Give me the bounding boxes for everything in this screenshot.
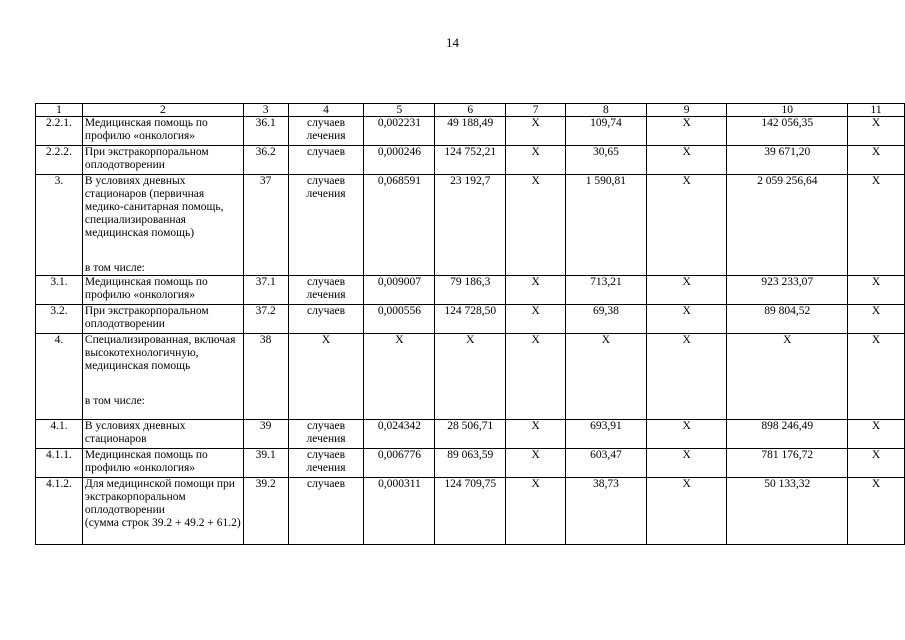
row-name: Для медицинской помощи при экстракорпоральном оплодотворении bbox=[84, 478, 235, 516]
value-cell: 39 671,20 bbox=[727, 146, 848, 175]
value-cell: 49 188,49 bbox=[435, 117, 506, 146]
value-cell: X bbox=[848, 175, 905, 276]
value-cell: X bbox=[848, 420, 905, 449]
table-row bbox=[36, 146, 905, 175]
row-name-cell bbox=[82, 117, 243, 146]
table-row bbox=[36, 276, 905, 305]
unit-cell: случаев лечения bbox=[288, 117, 364, 146]
unit-cell: случаев bbox=[288, 146, 364, 175]
row-subtext: в том числе: bbox=[84, 262, 145, 274]
row-number: 4.1. bbox=[36, 420, 83, 449]
row-number: 4.1.1. bbox=[36, 449, 83, 478]
row-spacer bbox=[85, 240, 241, 262]
value-cell: 69,38 bbox=[565, 305, 646, 334]
row-code: 39.2 bbox=[243, 478, 288, 545]
row-name-cell bbox=[82, 305, 243, 334]
row-name: При экстракорпоральном оплодотворении bbox=[84, 305, 209, 330]
value-cell: X bbox=[646, 420, 727, 449]
row-number: 4.1.2. bbox=[36, 478, 83, 545]
value-cell: 89 804,52 bbox=[727, 305, 848, 334]
table-row bbox=[36, 175, 905, 276]
row-name: Медицинская помощь по профилю «онкология» bbox=[84, 117, 208, 142]
row-number: 3. bbox=[36, 175, 83, 276]
table-row bbox=[36, 420, 905, 449]
column-header: 3 bbox=[243, 104, 288, 117]
value-cell: 2 059 256,64 bbox=[727, 175, 848, 276]
table-row bbox=[36, 334, 905, 420]
row-subtext: в том числе: bbox=[84, 395, 145, 407]
value-cell: X bbox=[506, 478, 566, 545]
row-number: 2.2.2. bbox=[36, 146, 83, 175]
value-cell: 124 752,21 bbox=[435, 146, 506, 175]
value-cell: 23 192,7 bbox=[435, 175, 506, 276]
row-code: 36.1 bbox=[243, 117, 288, 146]
row-name-cell bbox=[82, 175, 243, 276]
value-cell: 124 728,50 bbox=[435, 305, 506, 334]
value-cell: 109,74 bbox=[565, 117, 646, 146]
value-cell: X bbox=[646, 175, 727, 276]
value-cell: X bbox=[646, 146, 727, 175]
row-code: 39 bbox=[243, 420, 288, 449]
row-number: 2.2.1. bbox=[36, 117, 83, 146]
value-cell: X bbox=[727, 334, 848, 420]
value-cell: X bbox=[646, 449, 727, 478]
value-cell: 898 246,49 bbox=[727, 420, 848, 449]
value-cell: X bbox=[848, 449, 905, 478]
value-cell: 38,73 bbox=[565, 478, 646, 545]
row-name-cell bbox=[82, 276, 243, 305]
row-name: В условиях дневных стационаров bbox=[84, 420, 186, 445]
value-cell: 0,024342 bbox=[364, 420, 435, 449]
column-header: 2 bbox=[82, 104, 243, 117]
table-row bbox=[36, 478, 905, 545]
value-cell: 693,91 bbox=[565, 420, 646, 449]
row-subtext: (сумма строк 39.2 + 49.2 + 61.2) bbox=[84, 517, 241, 529]
unit-cell: случаев bbox=[288, 478, 364, 545]
value-cell: 0,068591 bbox=[364, 175, 435, 276]
value-cell: 89 063,59 bbox=[435, 449, 506, 478]
value-cell: 0,000246 bbox=[364, 146, 435, 175]
value-cell: X bbox=[848, 276, 905, 305]
row-code: 36.2 bbox=[243, 146, 288, 175]
row-name-cell bbox=[82, 334, 243, 420]
row-number: 4. bbox=[36, 334, 83, 420]
row-code: 37.2 bbox=[243, 305, 288, 334]
column-header: 11 bbox=[848, 104, 905, 117]
value-cell: 781 176,72 bbox=[727, 449, 848, 478]
value-cell: 0,009007 bbox=[364, 276, 435, 305]
data-table bbox=[35, 103, 905, 545]
column-header: 7 bbox=[506, 104, 566, 117]
value-cell: 1 590,81 bbox=[565, 175, 646, 276]
row-name-cell bbox=[82, 146, 243, 175]
value-cell: X bbox=[848, 146, 905, 175]
value-cell: X bbox=[565, 334, 646, 420]
value-cell: 30,65 bbox=[565, 146, 646, 175]
row-code: 38 bbox=[243, 334, 288, 420]
row-code: 37 bbox=[243, 175, 288, 276]
value-cell: 50 133,32 bbox=[727, 478, 848, 545]
value-cell: X bbox=[506, 117, 566, 146]
unit-cell: случаев лечения bbox=[288, 276, 364, 305]
value-cell: X bbox=[506, 334, 566, 420]
value-cell: X bbox=[506, 305, 566, 334]
table-row bbox=[36, 305, 905, 334]
row-name: Медицинская помощь по профилю «онкология» bbox=[84, 276, 208, 301]
row-name: Специализированная, включая высокотехнологичную, медицинская помощь bbox=[84, 334, 236, 372]
value-cell: X bbox=[506, 276, 566, 305]
row-name: В условиях дневных стационаров (первичная медико-санитарная помощь, специализированная медицинская помощь) bbox=[84, 175, 224, 239]
unit-cell: случаев лечения bbox=[288, 420, 364, 449]
value-cell: X bbox=[364, 334, 435, 420]
value-cell: 713,21 bbox=[565, 276, 646, 305]
column-number-header bbox=[36, 104, 905, 117]
unit-cell: случаев bbox=[288, 305, 364, 334]
row-spacer bbox=[85, 373, 241, 395]
unit-cell: X bbox=[288, 334, 364, 420]
unit-cell: случаев лечения bbox=[288, 175, 364, 276]
value-cell: X bbox=[506, 146, 566, 175]
value-cell: X bbox=[848, 305, 905, 334]
row-code: 37.1 bbox=[243, 276, 288, 305]
value-cell: X bbox=[506, 420, 566, 449]
column-header: 8 bbox=[565, 104, 646, 117]
unit-cell: случаев лечения bbox=[288, 449, 364, 478]
value-cell: 0,006776 bbox=[364, 449, 435, 478]
row-code: 39.1 bbox=[243, 449, 288, 478]
row-number: 3.1. bbox=[36, 276, 83, 305]
value-cell: X bbox=[435, 334, 506, 420]
column-header: 9 bbox=[646, 104, 727, 117]
row-name: При экстракорпоральном оплодотворении bbox=[84, 146, 209, 171]
column-header: 10 bbox=[727, 104, 848, 117]
value-cell: 923 233,07 bbox=[727, 276, 848, 305]
page-number: 14 bbox=[446, 35, 459, 50]
value-cell: 124 709,75 bbox=[435, 478, 506, 545]
value-cell: X bbox=[646, 117, 727, 146]
value-cell: 142 056,35 bbox=[727, 117, 848, 146]
value-cell: X bbox=[646, 276, 727, 305]
row-name-cell bbox=[82, 420, 243, 449]
column-header: 1 bbox=[36, 104, 83, 117]
row-name: Медицинская помощь по профилю «онкология» bbox=[84, 449, 208, 474]
value-cell: 28 506,71 bbox=[435, 420, 506, 449]
table-row bbox=[36, 449, 905, 478]
row-number: 3.2. bbox=[36, 305, 83, 334]
value-cell: 79 186,3 bbox=[435, 276, 506, 305]
value-cell: X bbox=[506, 449, 566, 478]
row-name-cell bbox=[82, 478, 243, 545]
value-cell: X bbox=[646, 305, 727, 334]
value-cell: X bbox=[646, 478, 727, 545]
value-cell: 603,47 bbox=[565, 449, 646, 478]
value-cell: 0,000556 bbox=[364, 305, 435, 334]
value-cell: 0,002231 bbox=[364, 117, 435, 146]
column-header: 5 bbox=[364, 104, 435, 117]
value-cell: X bbox=[506, 175, 566, 276]
value-cell: X bbox=[848, 478, 905, 545]
table-row bbox=[36, 117, 905, 146]
column-header: 6 bbox=[435, 104, 506, 117]
value-cell: X bbox=[646, 334, 727, 420]
value-cell: X bbox=[848, 334, 905, 420]
value-cell: 0,000311 bbox=[364, 478, 435, 545]
column-header: 4 bbox=[288, 104, 364, 117]
row-name-cell bbox=[82, 449, 243, 478]
value-cell: X bbox=[848, 117, 905, 146]
